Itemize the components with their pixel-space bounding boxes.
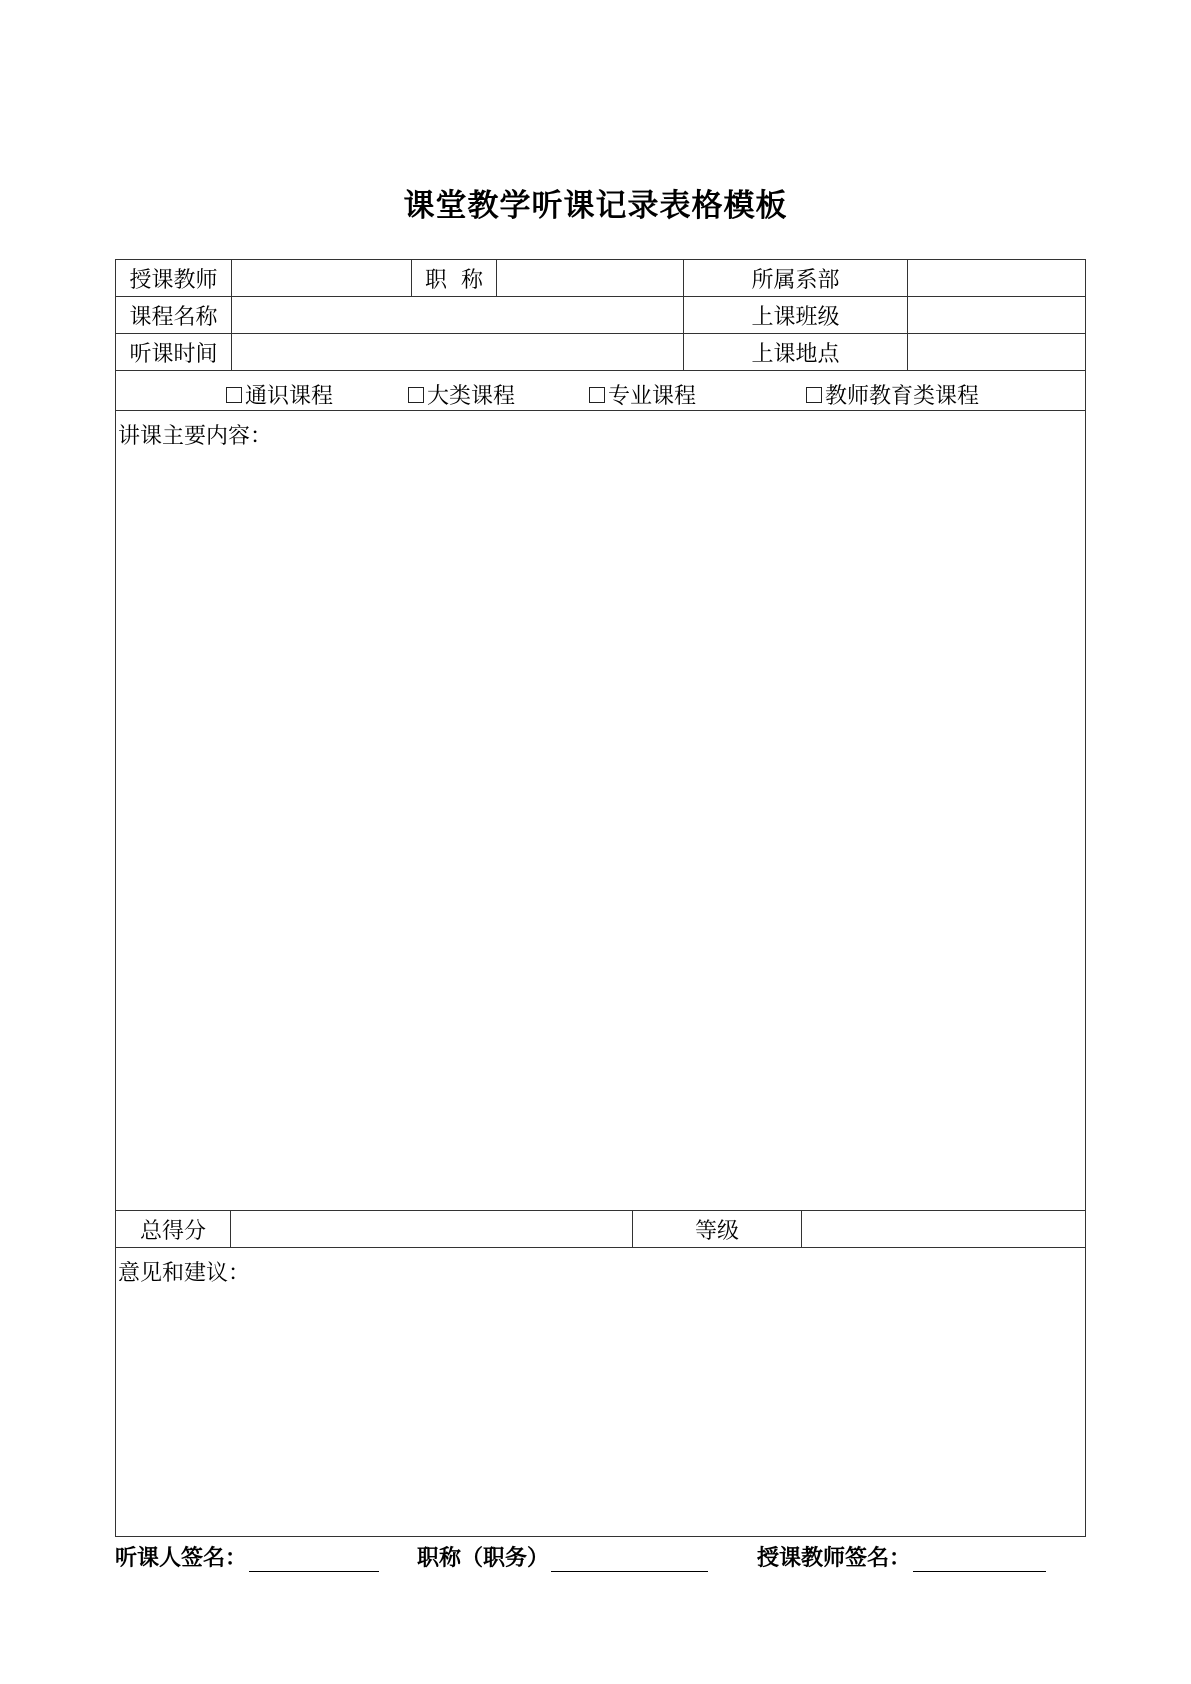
class-label: 上课班级 xyxy=(684,297,908,333)
content-area[interactable] xyxy=(116,411,1085,1210)
row-teacher xyxy=(115,259,1086,296)
rank-field[interactable] xyxy=(497,260,684,296)
teacher-field[interactable] xyxy=(232,260,412,296)
course-type-option[interactable] xyxy=(589,379,696,410)
teacher-signature-label: 授课教师签名： xyxy=(757,1546,912,1571)
rank-signature-blank[interactable] xyxy=(551,1547,708,1572)
grade-field[interactable] xyxy=(802,1211,1085,1247)
content-label: 讲课主要内容： xyxy=(118,424,273,449)
score-field[interactable] xyxy=(231,1211,633,1247)
location-field[interactable] xyxy=(908,334,1085,370)
listener-signature-label: 听课人签名： xyxy=(115,1546,248,1571)
course-type-label: 大类课程 xyxy=(427,384,516,409)
page-title: 课堂教学听课记录表格模板 xyxy=(403,188,788,224)
teacher-label: 授课教师 xyxy=(116,260,232,296)
checkbox-icon[interactable] xyxy=(226,387,242,403)
checkbox-icon[interactable] xyxy=(806,387,822,403)
course-name-label: 课程名称 xyxy=(116,297,232,333)
row-time xyxy=(115,333,1086,370)
course-type-option[interactable] xyxy=(806,379,979,410)
row-course xyxy=(115,296,1086,333)
listener-signature-blank[interactable] xyxy=(249,1547,379,1572)
opinion-label: 意见和建议： xyxy=(118,1261,251,1286)
time-label: 听课时间 xyxy=(116,334,232,370)
course-type-label: 通识课程 xyxy=(245,384,334,409)
opinion-area[interactable] xyxy=(116,1248,1085,1536)
rank-label: 职 称 xyxy=(412,260,497,296)
time-field[interactable] xyxy=(232,334,684,370)
row-score xyxy=(115,1210,1086,1247)
checkbox-icon[interactable] xyxy=(408,387,424,403)
location-label: 上课地点 xyxy=(684,334,908,370)
course-type-label: 专业课程 xyxy=(608,384,697,409)
course-name-field[interactable] xyxy=(232,297,684,333)
record-form-table xyxy=(115,259,1086,1537)
teacher-signature-blank[interactable] xyxy=(913,1547,1046,1572)
grade-label: 等级 xyxy=(633,1211,802,1247)
row-content xyxy=(115,410,1086,1210)
row-course-type xyxy=(115,370,1086,410)
course-type-label: 教师教育类课程 xyxy=(825,384,980,409)
course-type-option[interactable] xyxy=(408,379,515,410)
score-label: 总得分 xyxy=(116,1211,231,1247)
class-field[interactable] xyxy=(908,297,1085,333)
rank-signature-label: 职称（职务） xyxy=(417,1546,550,1571)
signature-line xyxy=(115,1541,1086,1573)
course-type-option[interactable] xyxy=(226,379,333,410)
listener-signature xyxy=(115,1541,379,1572)
checkbox-icon[interactable] xyxy=(589,387,605,403)
department-field[interactable] xyxy=(908,260,1085,296)
rank-signature xyxy=(417,1541,708,1572)
row-opinion xyxy=(115,1247,1086,1537)
department-label: 所属系部 xyxy=(684,260,908,296)
teacher-signature xyxy=(757,1541,1046,1572)
